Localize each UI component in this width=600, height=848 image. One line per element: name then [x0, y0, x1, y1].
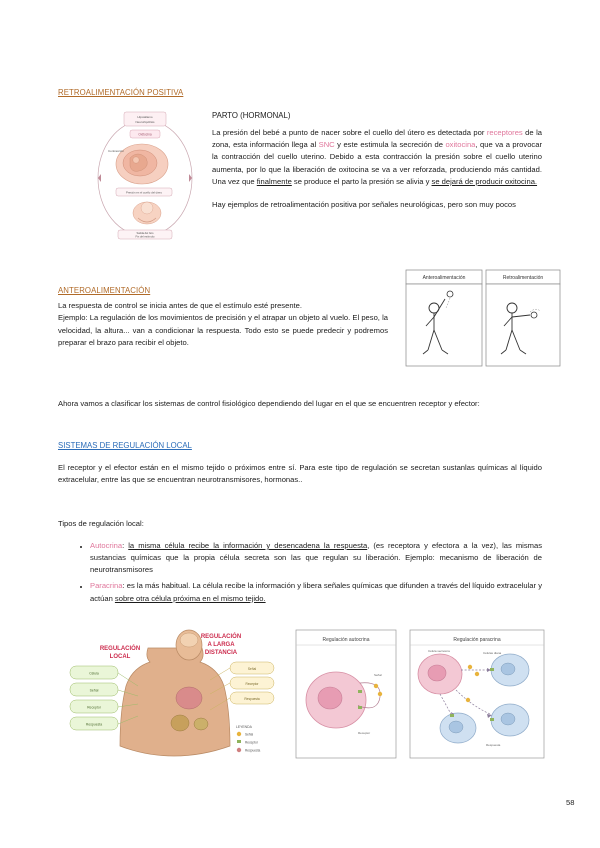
svg-text:Oxitocina: Oxitocina	[138, 132, 152, 137]
positive-feedback-birth-diagram	[90, 108, 200, 243]
p1-term-oxitocina: oxitocina	[445, 139, 476, 149]
list-tipos-regulacion-local	[72, 540, 542, 609]
p1-part-2: de la zona, esta información llega al	[212, 127, 542, 149]
list-item-paracrina	[90, 580, 542, 604]
p1-underline-finalmente: finalmente	[256, 176, 292, 186]
svg-text:Célula: Célula	[89, 671, 99, 676]
p1-term-snc: SNC	[318, 139, 335, 149]
p1-term-receptores: receptores	[486, 127, 523, 137]
svg-text:Anteroalimentación: Anteroalimentación	[422, 275, 466, 281]
svg-text:Contracción: Contracción	[108, 149, 125, 153]
local-and-long-distance-regulation-diagram	[58, 628, 548, 778]
section-retroalimentacion-positiva-text	[212, 110, 542, 211]
svg-text:Señal: Señal	[247, 667, 257, 671]
svg-text:REGULACIÓN: REGULACIÓN	[99, 646, 141, 652]
svg-text:Presión en el cuello del útero: Presión en el cuello del útero	[125, 190, 163, 195]
svg-text:LEYENDA: LEYENDA	[236, 725, 252, 729]
paragraph-ejemplos-neurologicos: Hay ejemplos de retroalimentación positiva por señales neurológicas, pero son muy pocos	[212, 200, 516, 210]
sep-1: :	[122, 581, 127, 591]
svg-text:Señal: Señal	[374, 673, 382, 677]
svg-text:Receptor: Receptor	[245, 740, 258, 745]
paragraph-clasificacion: Ahora vamos a clasificar los sistemas de control fisiológico dependiendo del lugar en el que se encuentren receptor y efector:	[58, 399, 480, 408]
paracrina-pre: es la más habitual. La célula recibe la información y libera señales químicas que difunden a través del líquido extracelular y actúan	[90, 581, 542, 603]
svg-text:Células diana: Células diana	[483, 651, 502, 655]
svg-text:Receptor: Receptor	[245, 682, 259, 686]
svg-text:DISTANCIA: DISTANCIA	[204, 650, 238, 656]
svg-text:Respuesta: Respuesta	[244, 697, 260, 701]
svg-text:Regulación paracrina: Regulación paracrina	[453, 637, 501, 643]
subtitle-parto-hormonal: PARTO (HORMONAL)	[212, 111, 291, 120]
svg-text:Receptor: Receptor	[87, 705, 101, 710]
section-title-retroalimentacion-positiva: RETROALIMENTACIÓN POSITIVA	[58, 88, 184, 97]
list-intro-tipos-regulacion: Tipos de regulación local:	[58, 519, 144, 528]
svg-text:Señal: Señal	[89, 688, 99, 693]
svg-text:A LARGA: A LARGA	[207, 642, 235, 648]
p1-part-8: se produce el parto la presión se alivia y	[291, 176, 432, 186]
term-paracrina: Paracrina	[90, 581, 123, 591]
autocrina-underlined: la misma célula recibe la información y desencadena la respuesta	[128, 541, 368, 550]
svg-text:Fin del estímulo: Fin del estímulo	[135, 235, 155, 239]
svg-text:Retroalimentación: Retroalimentación	[502, 275, 544, 281]
p1-underline-oxitocina-final: se dejará de producir oxitocina.	[431, 176, 538, 186]
term-autocrina: Autocrina	[90, 541, 123, 550]
svg-text:REGULACIÓN: REGULACIÓN	[200, 634, 242, 640]
p1-part-0: La presión del bebé a punto de nacer sobre el cuello del útero es detectada por	[212, 127, 487, 137]
list-item-autocrina	[90, 540, 542, 576]
svg-text:Señal: Señal	[245, 732, 254, 737]
p1-part-4: y este estimula la secreción de	[334, 139, 446, 149]
sep-0: :	[122, 541, 129, 550]
svg-text:Neurohipófisis: Neurohipófisis	[135, 120, 155, 124]
paragraph-regulacion-local: El receptor y el efector están en el mismo tejido o próximos entre sí. Para este tipo de regulación se secretan sustanlas químicas al líquido extracelular, entre las que se encuentran neurotransmisores, hormonas..	[58, 463, 542, 485]
paragraph-anteroalimentacion-1: La respuesta de control se inicia antes de que el estímulo esté presente.	[58, 301, 302, 310]
paracrina-underlined: sobre otra célula próxima en el mismo tejido.	[114, 593, 266, 603]
section-anteroalimentacion-text	[58, 300, 388, 349]
svg-text:Regulación autocrina: Regulación autocrina	[322, 637, 370, 643]
section-title-anteroalimentacion: ANTEROALIMENTACIÓN	[58, 286, 151, 295]
feedforward-vs-feedback-diagram	[404, 268, 564, 368]
svg-text:Respuesta: Respuesta	[486, 743, 501, 747]
svg-text:Respuesta: Respuesta	[85, 722, 103, 727]
svg-text:Salida del feto: Salida del feto	[136, 232, 154, 235]
svg-text:Célula secretora: Célula secretora	[428, 649, 450, 653]
svg-text:Hipotálamo: Hipotálamo	[137, 115, 153, 119]
svg-text:LOCAL: LOCAL	[109, 654, 131, 660]
paragraph-anteroalimentacion-2: Ejemplo: La regulación de los movimientos de precisión y el atrapar un objeto al vuelo. El peso, la velocidad, la altura... van a condicionar la respuesta. Todo esto se puede predecir y podremos preparar el brazo para recibir el objeto.	[58, 313, 388, 347]
section-title-sistemas-regulacion-local: SISTEMAS DE REGULACIÓN LOCAL	[58, 441, 192, 450]
p1-part-6: , que va a provocar la contracción del cuello uterino. Debido a esta contracción la presión sobre el cuello uterino aumenta, por lo que la liberación de oxitocina se va a ver reforzada, produciendo más cantidad. Una vez que	[212, 139, 542, 186]
svg-text:Respuesta: Respuesta	[245, 748, 261, 753]
paragraph-parto	[212, 127, 542, 188]
autocrina-rest: , (es receptora y efectora a la vez), las mismas sustancias químicas que la propia célula secreta son las que regulan su liberación. Ejemplo: mecanismo de liberación de neurotransmisores	[90, 541, 542, 575]
svg-text:Receptor: Receptor	[358, 731, 371, 735]
page-number: 58	[566, 798, 575, 807]
